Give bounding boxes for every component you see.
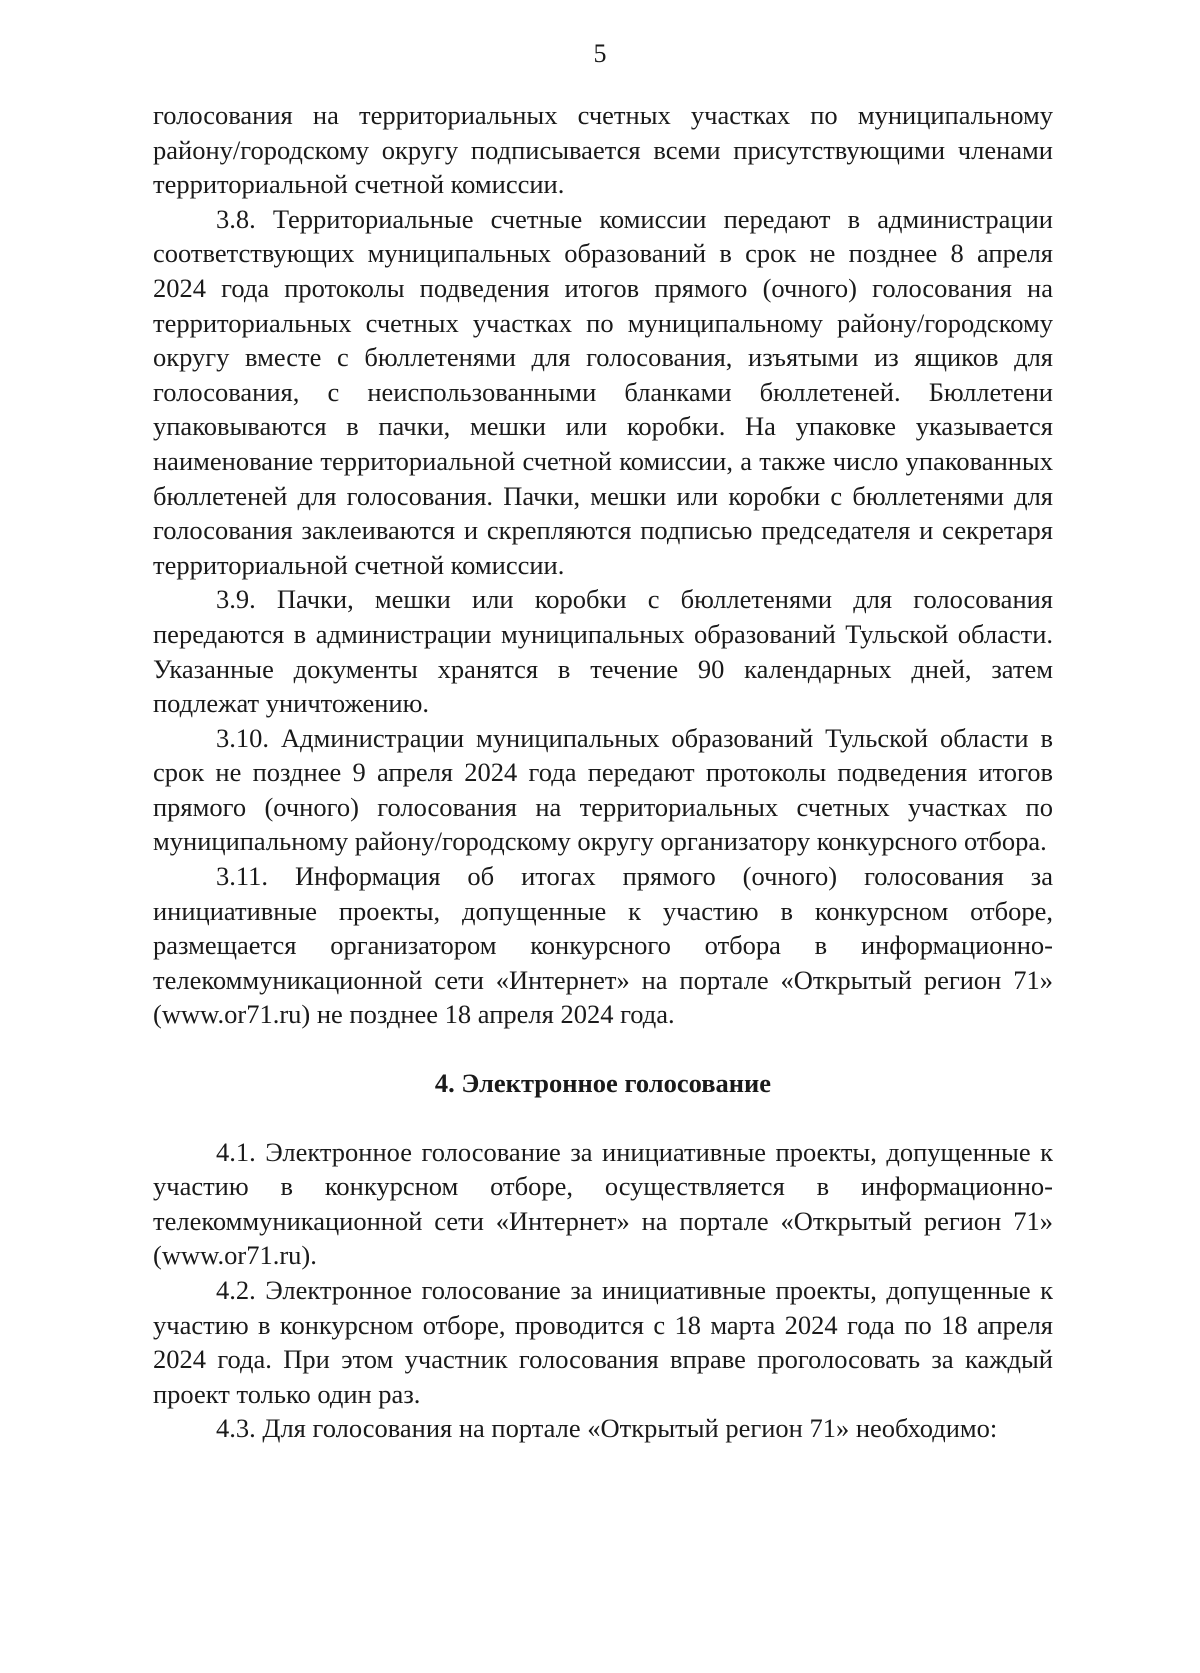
paragraph-3-10: 3.10. Администрации муниципальных образований Тульской области в срок не позднее 9 апреля 2024 года передают протоколы подведения итогов прямого (очного) голосования на территориальных счетных участках по муниципальному району/городскому округу организатору конкурсного отбора. [153,722,1053,857]
paragraph-4-3: 4.3. Для голосования на портале «Открытый регион 71» необходимо: [216,1413,998,1444]
paragraph-continuation: голосования на территориальных счетных участках по муниципальному району/городскому округу подписывается всеми присутствующими членами территориальной счетной комиссии. [153,100,1053,200]
paragraph-4-1: 4.1. Электронное голосование за инициативные проекты, допущенные к участию в конкурсном отборе, осуществляется в информационно-телекоммуникационной сети «Интернет» на портале «Открытый регион 71» (www.or71.ru). [153,1136,1053,1271]
paragraph-3-8: 3.8. Территориальные счетные комиссии передают в администрации соответствующих муниципальных образований в срок не позднее 8 апреля 2024 года протоколы подведения итогов прямого (очного) голосования на территориальных счетных участках по муниципальному району/городскому округу вместе с бюллетенями для голосования, изъятыми из ящиков для голосования, с неиспользованными бланками бюллетеней. Бюллетени упаковываются в пачки, мешки или коробки. На упаковке указывается наименование территориальной счетной комиссии, а также число упакованных бюллетеней для голосования. Пачки, мешки или коробки с бюллетенями для голосования заклеиваются и скрепляются подписью председателя и секретаря территориальной счетной комиссии. [153,203,1053,580]
section-heading: 4. Электронное голосование [434,1068,772,1099]
paragraph-4-2: 4.2. Электронное голосование за инициативные проекты, допущенные к участию в конкурсном отборе, проводится с 18 марта 2024 года по 18 апреля 2024 года. При этом участник голосования вправе проголосовать за каждый проект только один раз. [153,1275,1053,1409]
paragraph-3-9: 3.9. Пачки, мешки или коробки с бюллетенями для голосования передаются в администрации муниципальных образований Тульской области. Указанные документы хранятся в течение 90 календарных дней, затем подлежат уничтожению. [153,584,1053,719]
page-number: 5 [593,39,607,68]
document-body [153,98,1053,1446]
paragraph-3-11: 3.11. Информация об итогах прямого (очного) голосования за инициативные проекты, допущенные к участию в конкурсном отборе, размещается организатором конкурсного отбора в информационно-телекоммуникационной сети «Интернет» на портале «Открытый регион 71» (www.or71.ru) не позднее 18 апреля 2024 года. [153,861,1053,1030]
